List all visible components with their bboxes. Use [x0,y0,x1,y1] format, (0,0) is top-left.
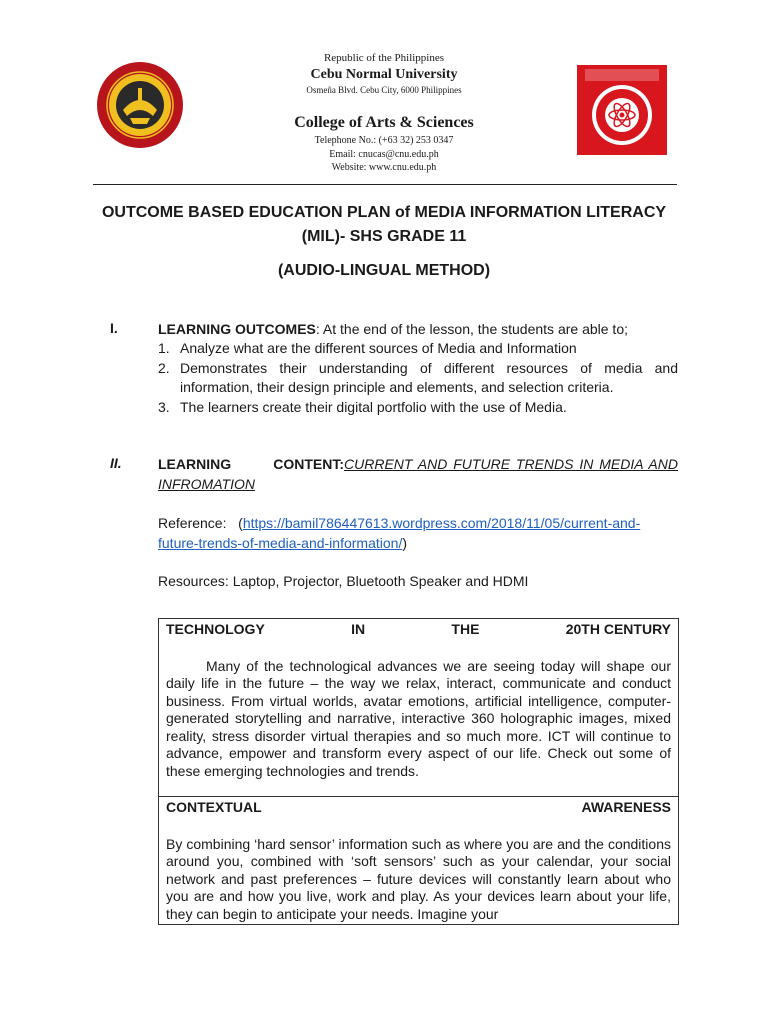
email-line: Email: cnucas@cnu.edu.ph [329,149,439,160]
outcomes-label: LEARNING OUTCOMES [158,321,316,337]
row-body: By combining ‘hard sensor’ information such as where you are and the conditions around you, combined with ‘soft sensors’ such as your calendar, your social network and past preferences – future devices will constantly learn about who you are and how you live, work and play. As your devices learn about your life, they can begin to anticipate your needs. Imagine your [166,835,671,922]
row-body: Many of the technological advances we are seeing today will shape our daily life in the future – the way we relax, interact, communicate and conduct business. From virtual worlds, avatar emotions, artificial intelligence, computer-generated storytelling and narrative, interactive 360 holographic images, mixed reality, stress disorder virtual therapies and so much more. ICT will continue to advance, empower and transform every aspect of our life. Check out some of these emerging technologies and trends. [166,657,671,779]
list-item: 1. Analyze what are the different sources of Media and Information [158,340,577,356]
college-name: College of Arts & Sciences [294,114,474,131]
content-label: LEARNING CONTENT: [158,456,344,472]
university-seal-icon [95,60,185,150]
outcomes-list [158,339,678,417]
university-address: Osmeña Blvd. Cebu City, 6000 Philippines [306,85,462,95]
row-heading: TECHNOLOGY IN THE 20TH CENTURY [166,621,671,637]
row-heading: CONTEXTUAL AWARENESS [166,799,671,815]
telephone-line: Telephone No.: (+63 32) 253 0347 [314,135,454,146]
outcomes-lead [158,320,678,340]
letterhead [0,0,768,190]
table-row [159,797,678,925]
reference-label: Reference: [158,515,227,531]
outcomes-lead-text: : At the end of the lesson, the students are able to; [315,321,628,337]
resources-line: Resources: Laptop, Projector, Bluetooth Speaker and HDMI [158,573,529,589]
website-line: Website: www.cnu.edu.ph [331,162,437,173]
content-table [158,618,679,925]
list-item: 2. Demonstrates their understanding of different resources of media and information, their design principle and elements, and selection criteria. [158,359,678,395]
section-number-content: II. [110,455,122,471]
method-subtitle: (AUDIO-LINGUAL METHOD) [277,262,491,279]
content-topic: CURRENT AND FUTURE TRENDS IN MEDIA AND INFROMATION [158,456,678,492]
college-seal-icon [577,65,667,155]
table-row [159,619,678,797]
reference-link[interactable]: https://bamil786447613.wordpress.com/2018/11/05/current-and-future-trends-of-media-and-information/ [158,515,641,551]
section-number-outcomes: I. [110,320,118,336]
list-item: 3. The learners create their digital portfolio with the use of Media. [158,398,567,415]
university-name: Cebu Normal University [310,67,458,82]
republic-line: Republic of the Philippines [323,52,445,64]
reference-line: Reference: (https://bamil786447613.wordpress.com/2018/11/05/current-and-future-trends-of-media-and-information/) [158,515,641,551]
header-divider [93,184,677,185]
document-title: OUTCOME BASED EDUCATION PLAN of MEDIA INFORMATION LITERACY (MIL)- SHS GRADE 11 [101,204,667,245]
content-heading [158,455,678,494]
